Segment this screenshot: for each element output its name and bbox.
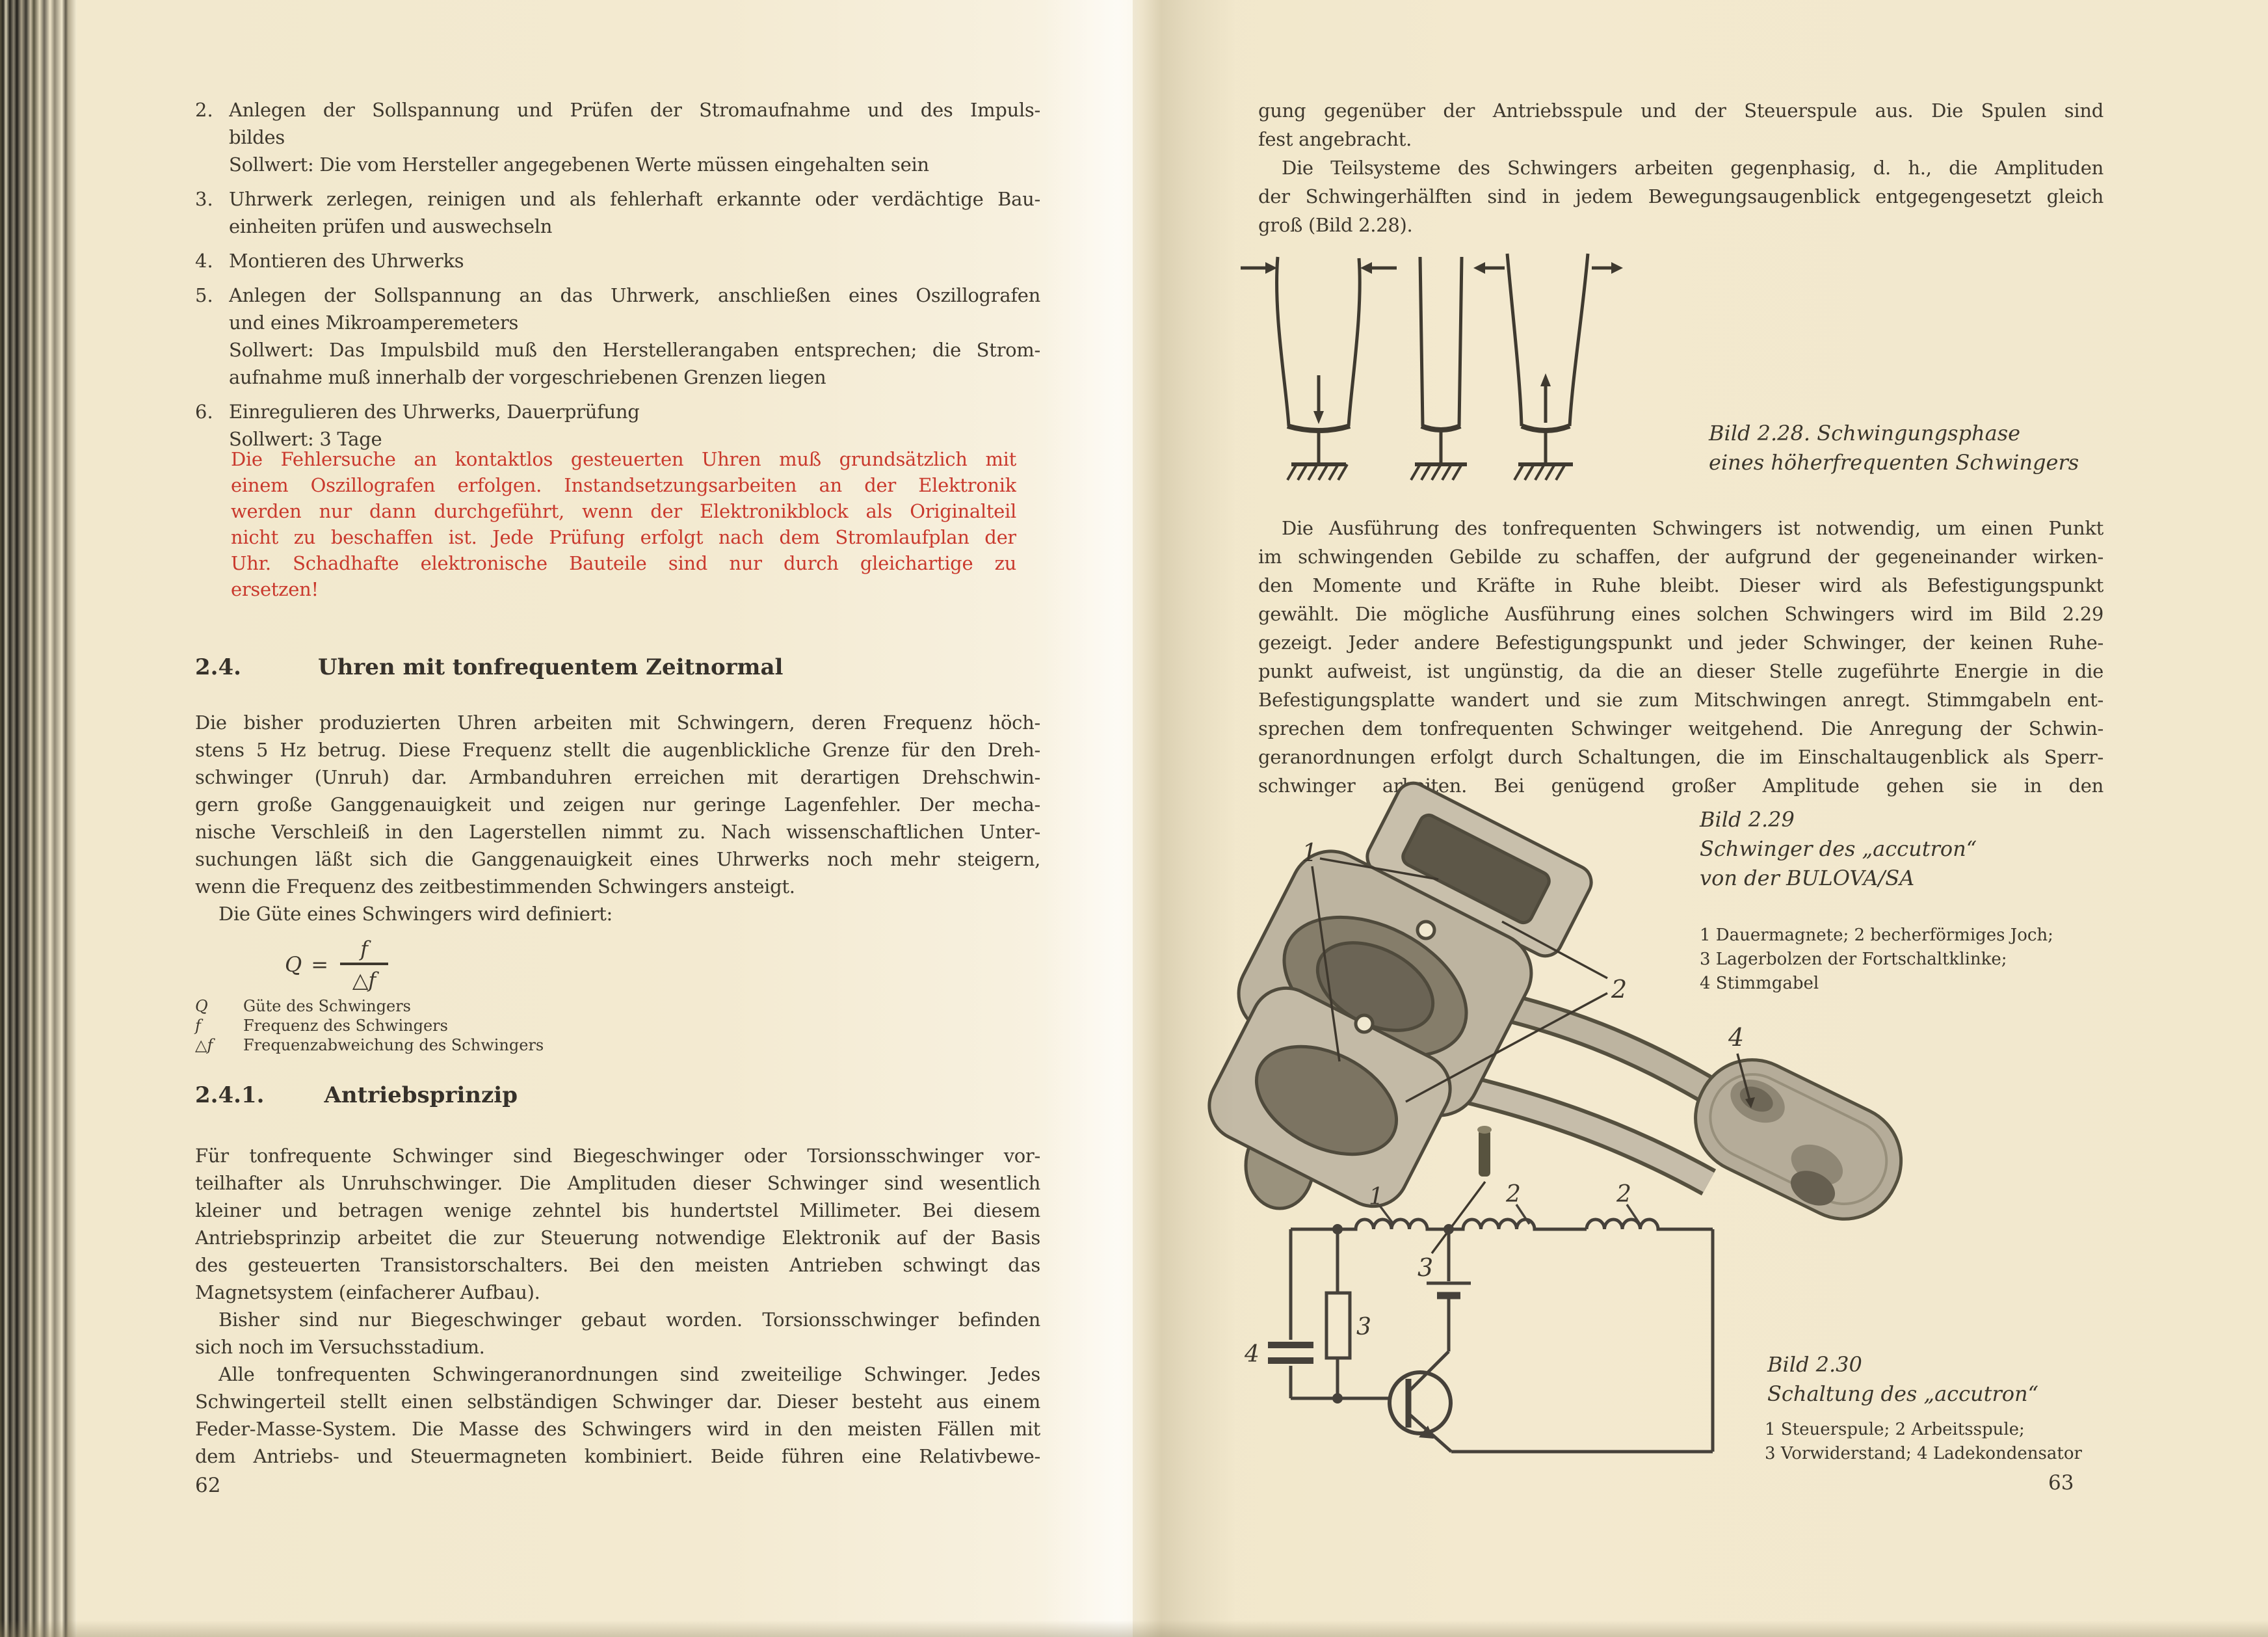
magnet-assembly <box>1197 777 1597 1218</box>
fastening-point-paragraph <box>1258 514 2103 800</box>
list-item <box>195 247 1040 274</box>
caption-line: Schwinger des „accutron“ <box>1700 836 1977 861</box>
section-heading <box>195 654 783 680</box>
list-line: Einregulieren des Uhrwerks, Dauerprüfung <box>229 401 640 423</box>
legend-symbol: Q <box>195 997 208 1015</box>
section-title: Uhren mit tonfrequentem Zeitnormal <box>318 654 784 680</box>
paragraph-line: Antriebsprinzip arbeitet die zur Steuerung notwendige Elektronik auf der Basis <box>195 1227 1040 1249</box>
legend-row <box>195 996 544 1016</box>
paragraph-line: teilhafter als Unruhschwinger. Die Amplituden dieser Schwinger sind wesentlich <box>195 1172 1040 1194</box>
bottom-page-edge <box>0 1620 2268 1637</box>
paragraph-line: Die Güte eines Schwingers wird definiert: <box>218 903 613 925</box>
coil-1 <box>1338 1219 1449 1229</box>
warning-line: Uhr. Schadhafte elektronische Bauteile sind nur durch gleichartige zu <box>231 552 1016 574</box>
list-line: Montieren des Uhrwerks <box>229 250 464 272</box>
list-number: 3. <box>195 188 213 210</box>
list-line: Anlegen der Sollspannung und Prüfen der Stromaufnahme und des Impuls- <box>229 99 1040 121</box>
caption-line: Bild 2.30 <box>1767 1352 1862 1377</box>
callout-2-label: 2 <box>1611 975 1628 1004</box>
formula-denominator: △f <box>352 968 376 992</box>
circuit-label-coil1: 1 <box>1369 1184 1384 1210</box>
legend-symbol: f <box>195 1017 201 1035</box>
paragraph-line: gern große Ganggenauigkeit und zeigen nur geringe Lagenfehler. Der mecha- <box>195 793 1040 816</box>
circuit-wires <box>1268 1204 1713 1452</box>
list-line: aufnahme muß innerhalb der vorgeschriebenen Grenzen liegen <box>229 366 826 388</box>
intro-paragraph <box>195 709 1040 927</box>
paragraph-line: wenn die Frequenz des zeitbestimmenden Schwingers ansteigt. <box>195 875 795 898</box>
callout-4-label: 4 <box>1728 1023 1745 1052</box>
formula-numerator: f <box>360 937 368 961</box>
list-item <box>195 398 1040 453</box>
page-number-left: 62 <box>195 1474 221 1497</box>
fork-phase-rest <box>1411 257 1467 480</box>
section-number: 2.4. <box>195 654 241 680</box>
list-number: 4. <box>195 250 213 272</box>
pawl-bearing-pin <box>1477 1126 1492 1177</box>
resistor-3 <box>1326 1293 1350 1358</box>
caption-line: von der BULOVA/SA <box>1700 866 1915 890</box>
coil-2a <box>1449 1219 1587 1229</box>
paragraph-line: des gesteuerten Transistorschalters. Bei den meisten Antrieben schwingt das <box>195 1254 1040 1276</box>
legend-line: 3 Lagerbolzen der Fortschaltklinke; <box>1700 950 2007 969</box>
body-paragraphs <box>195 1142 1040 1470</box>
circuit-label-resistor: 3 <box>1356 1314 1371 1340</box>
paragraph-line: Die Teilsysteme des Schwingers arbeiten gegenphasig, d. h., die Amplituden <box>1282 157 2103 179</box>
subsection-title: Antriebsprinzip <box>324 1082 518 1108</box>
formula-fraction <box>340 937 388 992</box>
list-line: einheiten prüfen und auswechseln <box>229 215 553 237</box>
paragraph-line: kleiner und betragen wenige zehntel bis hundertstel Millimeter. Bei diesem <box>195 1199 1040 1221</box>
list-number: 5. <box>195 284 213 306</box>
paragraph-line: gezeigt. Jeder andere Befestigungspunkt und jeder Schwinger, der keinen Ruhe- <box>1258 632 2103 654</box>
service-steps-list <box>195 96 1040 460</box>
caption-line: eines höherfrequenten Schwingers <box>1709 450 2079 475</box>
fig-228-caption <box>1709 419 2079 477</box>
list-line: Sollwert: 3 Tage <box>229 428 382 450</box>
paragraph-line: sprechen dem tonfrequenten Schwinger weitgehend. Die Anregung der Schwin- <box>1258 717 2103 739</box>
paragraph-line: der Schwingerhälften sind in jedem Bewegungsaugenblick entgegengesetzt gleich <box>1258 185 2103 207</box>
paragraph-line: dem Antriebs- und Steuermagneten kombiniert. Beide führen eine Relativbewe- <box>195 1445 1040 1467</box>
circuit-label-coil2a: 2 <box>1506 1181 1521 1208</box>
paragraph-line: schwinger arbeiten. Bei genügend großer Amplitude gehen sie in den <box>1258 775 2103 797</box>
caption-line: Bild 2.28. Schwingungsphase <box>1709 421 2021 446</box>
q-factor-formula <box>285 937 388 992</box>
legend-line: 3 Vorwiderstand; 4 Ladekondensator <box>1765 1444 2082 1463</box>
subsection-heading <box>195 1082 518 1108</box>
legend-text: Frequenzabweichung des Schwingers <box>243 1036 544 1054</box>
legend-symbol: △f <box>195 1036 213 1054</box>
list-line: Sollwert: Das Impulsbild muß den Herstellerangaben entsprechen; die Strom- <box>229 339 1040 361</box>
continuation-paragraph <box>1258 96 2103 239</box>
list-number: 6. <box>195 401 213 423</box>
legend-line: 4 Stimmgabel <box>1700 974 1819 993</box>
warning-paragraph <box>231 446 1016 602</box>
paragraph-line: groß (Bild 2.28). <box>1258 214 1413 236</box>
paragraph-line: suchungen läßt sich die Ganggenauigkeit eines Uhrwerks noch mehr steigern, <box>195 848 1040 870</box>
page-left <box>77 0 1133 1637</box>
list-line: und eines Mikroamperemeters <box>229 312 519 334</box>
paragraph-line: Befestigungsplatte wandert und sie zum Mitschwingen anregt. Stimmgabeln ent- <box>1258 689 2103 711</box>
legend-text: Güte des Schwingers <box>243 997 411 1015</box>
subsection-number: 2.4.1. <box>195 1082 265 1108</box>
paragraph-line: schwinger (Unruh) dar. Armbanduhren erreichen mit derartigen Drehschwin- <box>195 766 1040 788</box>
caption-line: Bild 2.29 <box>1700 807 1795 832</box>
stacked-page-edges <box>0 0 77 1637</box>
list-item <box>195 96 1040 178</box>
paragraph-line: den Momente und Kräfte in Ruhe bleibt. Dieser wird als Befestigungspunkt <box>1258 574 2103 596</box>
warning-line: Die Fehlersuche an kontaktlos gesteuerten Uhren muß grundsätzlich mit <box>231 448 1016 470</box>
formula-legend <box>195 996 544 1055</box>
list-line: Anlegen der Sollspannung an das Uhrwerk, anschließen eines Oszillografen <box>229 284 1040 306</box>
circuit-label-capacitor: 4 <box>1245 1341 1259 1368</box>
paragraph-line: Magnetsystem (einfacherer Aufbau). <box>195 1281 540 1303</box>
paragraph-line: punkt aufweist, ist ungünstig, da die an dieser Stelle zugeführte Energie in die <box>1258 660 2103 682</box>
legend-text: Frequenz des Schwingers <box>243 1017 448 1035</box>
page-number-right: 63 <box>2048 1471 2074 1495</box>
paragraph-line: Die Ausführung des tonfrequenten Schwingers ist notwendig, um einen Punkt <box>1282 517 2103 539</box>
fig-230-caption <box>1767 1350 2038 1409</box>
page-right <box>1133 0 2268 1637</box>
fig-230-legend <box>1765 1418 2082 1466</box>
fork-phase-outward <box>1485 254 1611 480</box>
fig-230-accutron-circuit-diagram <box>1235 1181 1756 1496</box>
fork-phase-outward-arrowheads <box>1473 262 1623 386</box>
warning-line: nicht zu beschaffen ist. Jede Prüfung erfolgt nach dem Stromlaufplan der <box>231 526 1016 548</box>
list-line: Sollwert: Die vom Hersteller angegebenen Werte müssen eingehalten sein <box>229 153 929 176</box>
paragraph-line: gewählt. Die mögliche Ausführung eines solchen Schwingers wird im Bild 2.29 <box>1258 603 2103 625</box>
legend-line: 1 Steuerspule; 2 Arbeitsspule; <box>1765 1420 2025 1439</box>
formula-lhs: Q <box>285 952 302 977</box>
list-item <box>195 282 1040 391</box>
paragraph-line: Für tonfrequente Schwinger sind Biegeschwinger oder Torsionsschwinger vor- <box>195 1145 1040 1167</box>
paragraph-line: fest angebracht. <box>1258 128 1412 150</box>
paragraph-line: sich noch im Versuchsstadium. <box>195 1336 485 1358</box>
warning-line: einem Oszillografen erfolgen. Instandsetzungsarbeiten an der Elektronik <box>231 474 1016 496</box>
list-number: 2. <box>195 99 213 121</box>
legend-line: 1 Dauermagnete; 2 becherförmiges Joch; <box>1700 925 2053 945</box>
paragraph-line: gung gegenüber der Antriebsspule und der Steuerspule aus. Die Spulen sind <box>1258 100 2103 122</box>
warning-line: ersetzen! <box>231 578 319 600</box>
list-line: Uhrwerk zerlegen, reinigen und als fehlerhaft erkannte oder verdächtige Bau- <box>229 188 1040 210</box>
caption-line: Schaltung des „accutron“ <box>1767 1381 2039 1406</box>
paragraph-line: Die bisher produzierten Uhren arbeiten mit Schwingern, deren Frequenz höch- <box>195 712 1040 734</box>
warning-line: werden nur dann durchgeführt, wenn der Elektronikblock als Originalteil <box>231 500 1016 522</box>
paragraph-line: stens 5 Hz betrug. Diese Frequenz stellt die augenblickliche Grenze für den Dreh- <box>195 739 1040 761</box>
paragraph-line: geranordnungen erfolgt durch Schaltungen, die im Einschaltaugenblick als Sperr- <box>1258 746 2103 768</box>
paragraph-line: Alle tonfrequenten Schwingeranordnungen sind zweiteilige Schwinger. Jedes <box>218 1363 1040 1385</box>
fig-228-tuning-fork-phases-diagram <box>1229 248 1736 502</box>
formula-equals: = <box>311 952 329 977</box>
list-item <box>195 185 1040 240</box>
legend-row <box>195 1016 544 1035</box>
circuit-label-coil2b: 2 <box>1616 1181 1631 1208</box>
callout-1-label: 1 <box>1302 838 1318 867</box>
paragraph-line: Bisher sind nur Biegeschwinger gebaut worden. Torsionsschwinger befinden <box>218 1309 1040 1331</box>
paragraph-line: Schwingerteil stellt einen selbständigen Schwinger dar. Dieser besteht aus einem <box>195 1391 1040 1413</box>
coil-2b <box>1587 1219 1713 1229</box>
paragraph-line: im schwingenden Gebilde zu schaffen, der aufgrund der gegeneinander wirken- <box>1258 546 2103 568</box>
fig-229-caption <box>1700 805 1977 893</box>
fig-229-legend <box>1700 924 2053 996</box>
paragraph-line: Feder-Masse-System. Die Masse des Schwingers wird in den meisten Fällen mit <box>195 1418 1040 1440</box>
list-line: bildes <box>229 126 285 148</box>
paragraph-line: nische Verschleiß in den Lagerstellen nimmt zu. Nach wissenschaftlichen Unter- <box>195 821 1040 843</box>
callout-3-label: 3 <box>1418 1253 1434 1282</box>
fork-phase-inward <box>1241 257 1397 480</box>
legend-row <box>195 1035 544 1055</box>
